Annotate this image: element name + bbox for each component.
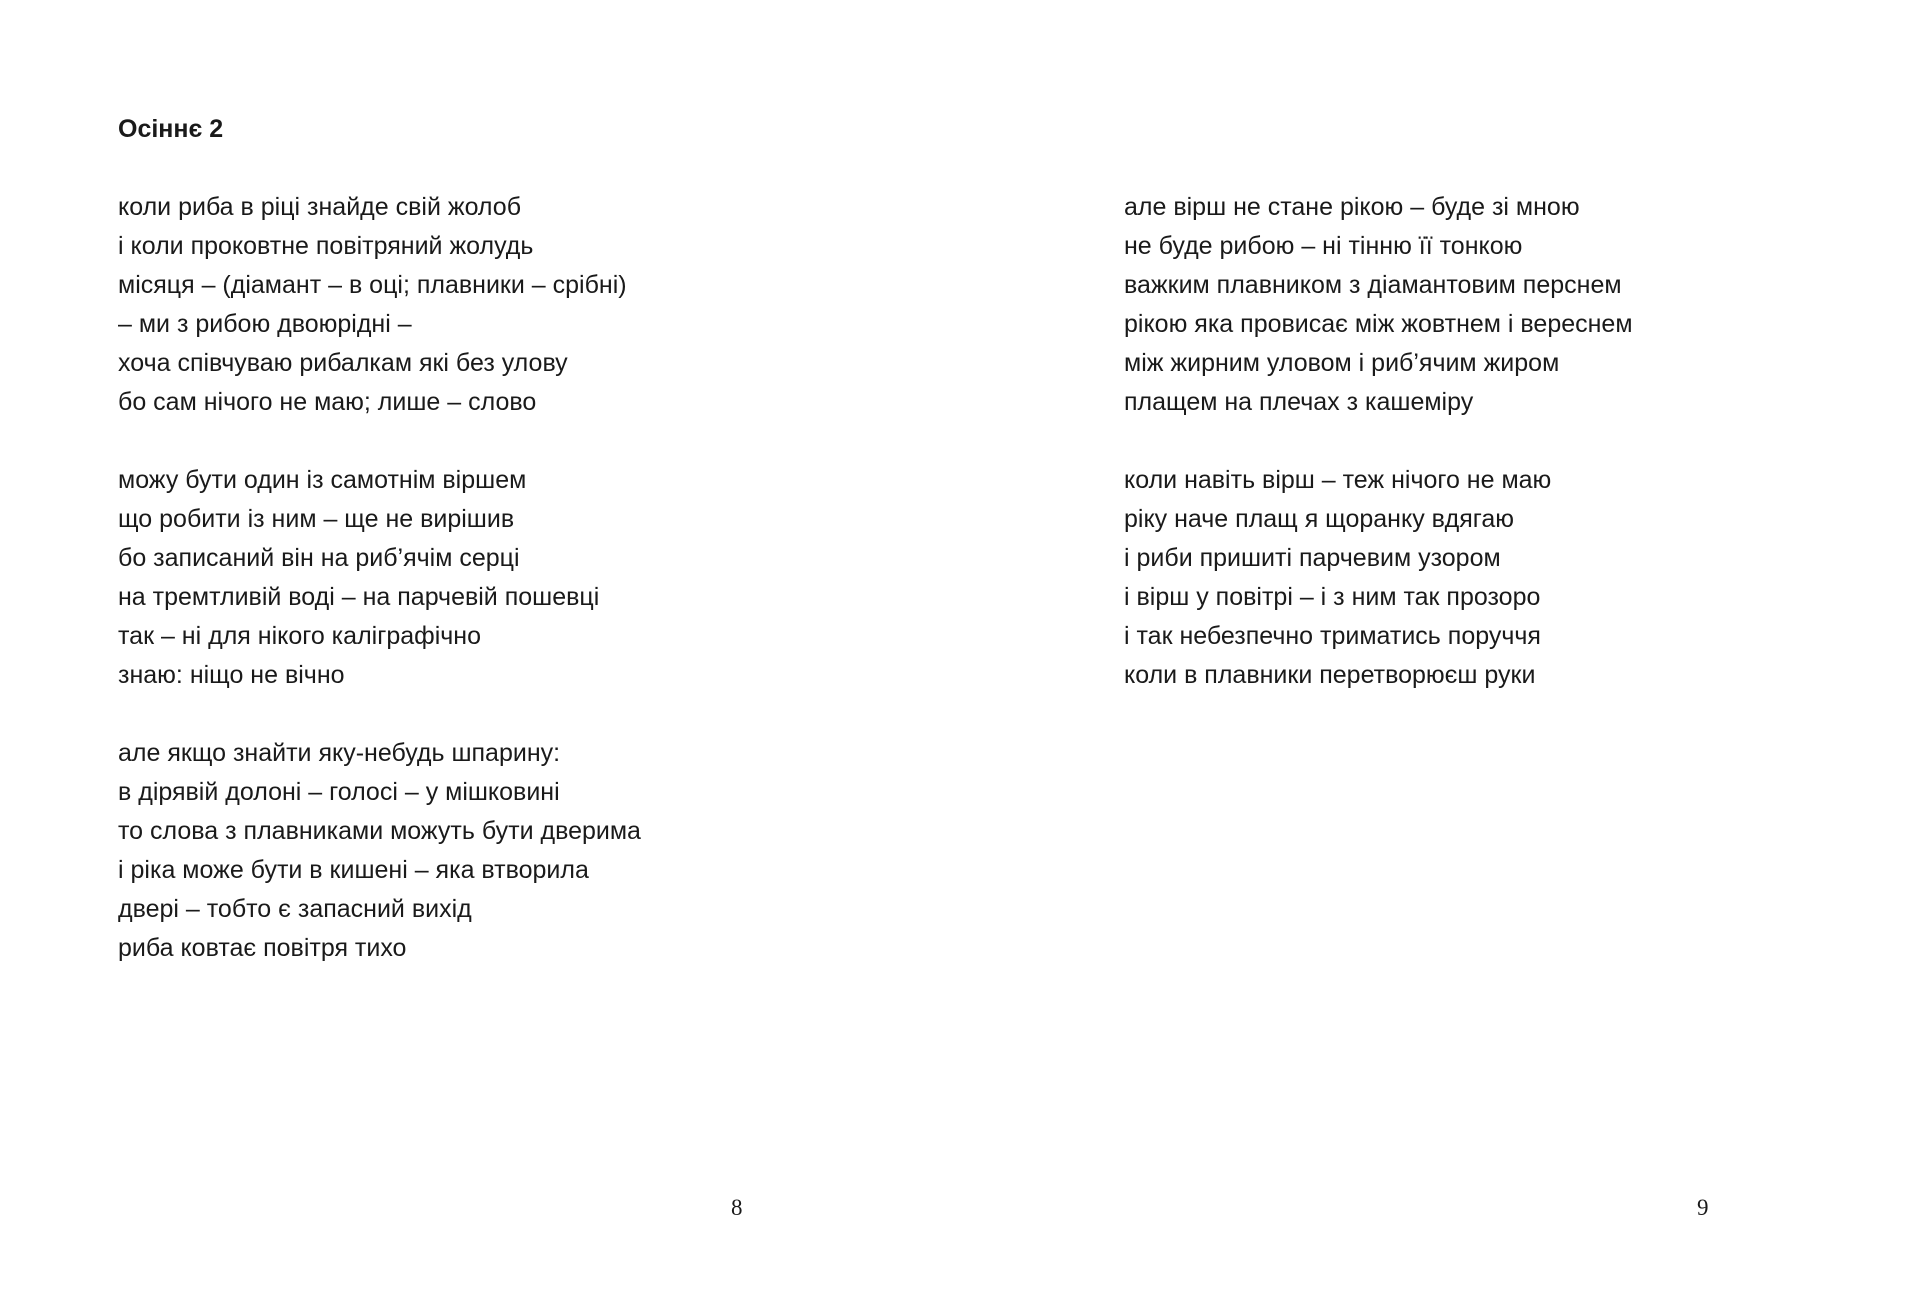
poem-line: – ми з рибою двоюрідні –: [118, 310, 412, 338]
poem-line: так – ні для нікого каліграфічно: [118, 622, 481, 650]
poem-line: плащем на плечах з кашеміру: [1124, 388, 1474, 416]
poem-line: ріку наче плащ я щоранку вдягаю: [1124, 505, 1515, 533]
poem-line: і вірш у повітрі – і з ним так прозоро: [1124, 583, 1541, 611]
stanza: [118, 461, 641, 695]
stanza: [1124, 461, 1633, 695]
poem-line: що робити із ним – ще не вирішив: [118, 505, 515, 533]
poem-line: важким плавником з діамантовим перснем: [1124, 271, 1622, 299]
stanza: [118, 188, 641, 422]
poem-line: коли в плавники перетворюєш руки: [1124, 661, 1536, 689]
poem-line: можу бути один із самотнім віршем: [118, 466, 527, 494]
poem-line: бо записаний він на риб’ячім серці: [118, 544, 520, 572]
right-poem-text: [1124, 188, 1633, 734]
poem-line: між жирним уловом і риб’ячим жиром: [1124, 349, 1560, 377]
poem-title: Осіннє 2: [118, 115, 224, 143]
poem-line: але якщо знайти яку-небудь шпарину:: [118, 739, 561, 767]
poem-line: на тремтливій воді – на парчевій пошевці: [118, 583, 600, 611]
poem-line: хоча співчуваю рибалкам які без улову: [118, 349, 568, 377]
page-number: 9: [1697, 1195, 1709, 1220]
poem-line: коли риба в ріці знайде свій жолоб: [118, 193, 522, 221]
left-poem-text: [118, 188, 641, 1007]
poem-line: двері – тобто є запасний вихід: [118, 895, 472, 923]
poem-line: і ріка може бути в кишені – яка втворила: [118, 856, 589, 884]
stanza: [1124, 188, 1633, 422]
poem-line: в дірявій долоні – голосі – у мішковині: [118, 778, 560, 806]
poem-line: знаю: ніщо не вічно: [118, 661, 345, 689]
poem-line: бо сам нічого не маю; лише – слово: [118, 388, 537, 416]
poem-line: коли навіть вірш – теж нічого не маю: [1124, 466, 1552, 494]
stanza: [118, 734, 641, 968]
page-number: 8: [731, 1195, 743, 1220]
poem-line: і так небезпечно триматись поруччя: [1124, 622, 1541, 650]
poem-line: не буде рибою – ні тінню її тонкою: [1124, 232, 1523, 260]
poem-line: то слова з плавниками можуть бути дверима: [118, 817, 641, 845]
poem-line: і риби пришиті парчевим узором: [1124, 544, 1501, 572]
poem-line: але вірш не стане рікою – буде зі мною: [1124, 193, 1580, 221]
poem-line: місяця – (діамант – в оці; плавники – срібні): [118, 271, 627, 299]
poem-line: риба ковтає повітря тихо: [118, 934, 407, 962]
poem-line: і коли проковтне повітряний жолудь: [118, 232, 534, 260]
poem-line: рікою яка провисає між жовтнем і вереснем: [1124, 310, 1633, 338]
right-page: [960, 0, 1920, 1304]
